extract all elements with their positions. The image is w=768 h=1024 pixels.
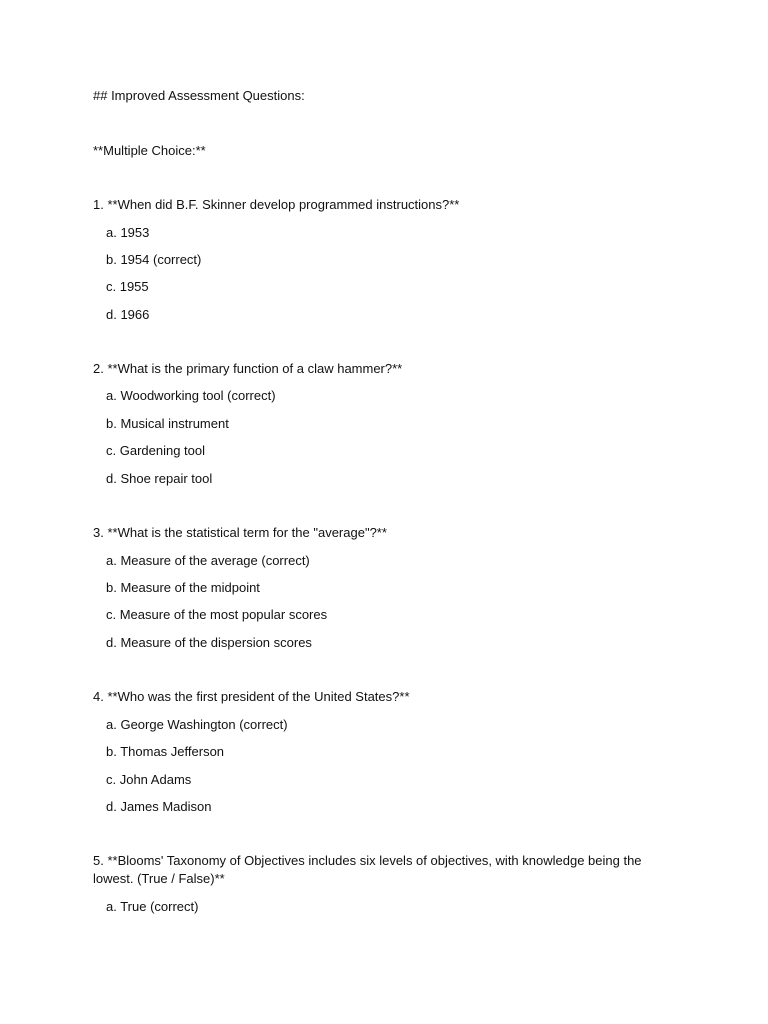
question-1-option-d: d. 1966 <box>106 307 150 322</box>
question-4-option-c: c. John Adams <box>106 772 192 787</box>
question-4-option-b: b. Thomas Jefferson <box>106 744 225 759</box>
question-1-option-a: a. 1953 <box>106 225 150 240</box>
section-label: **Multiple Choice:** <box>93 143 206 158</box>
question-3-prompt: 3. **What is the statistical term for the "average"?** <box>93 525 387 540</box>
question-3-option-d: d. Measure of the dispersion scores <box>106 635 312 650</box>
question-4-option-d: d. James Madison <box>106 799 212 814</box>
question-4-prompt: 4. **Who was the first president of the United States?** <box>93 689 410 704</box>
question-2-option-c: c. Gardening tool <box>106 443 206 458</box>
question-3-option-a: a. Measure of the average (correct) <box>106 553 310 568</box>
question-2-prompt: 2. **What is the primary function of a claw hammer?** <box>93 361 403 376</box>
question-5-prompt: 5. **Blooms' Taxonomy of Objectives includes six levels of objectives, with knowledge being the lowest. (True / False)** <box>93 853 642 886</box>
question-2-option-b: b. Musical instrument <box>106 416 229 431</box>
question-1-option-c: c. 1955 <box>106 279 149 294</box>
question-4-option-a: a. George Washington (correct) <box>106 717 288 732</box>
question-3-option-c: c. Measure of the most popular scores <box>106 607 328 622</box>
question-2-option-a: a. Woodworking tool (correct) <box>106 388 276 403</box>
question-1-prompt: 1. **When did B.F. Skinner develop programmed instructions?** <box>93 197 460 212</box>
document-heading: ## Improved Assessment Questions: <box>93 88 305 103</box>
question-3-option-b: b. Measure of the midpoint <box>106 580 260 595</box>
question-5-option-a: a. True (correct) <box>106 899 199 914</box>
question-1-option-b: b. 1954 (correct) <box>106 252 202 267</box>
question-2-option-d: d. Shoe repair tool <box>106 471 213 486</box>
